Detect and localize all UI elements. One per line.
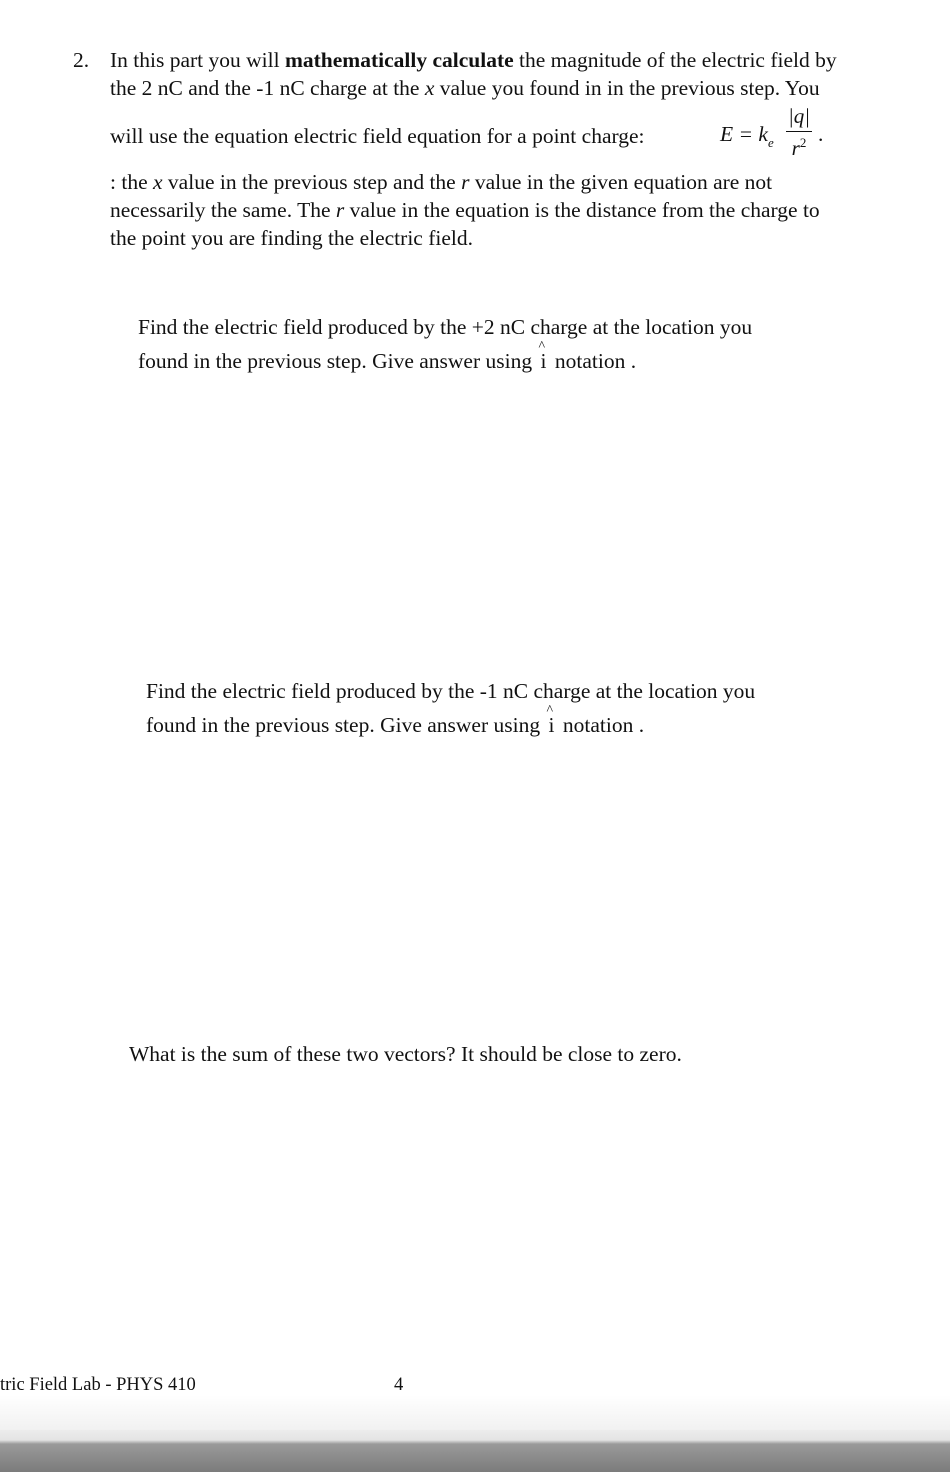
- question-line-5-b: value in the equation is the distance from the charge to: [344, 198, 820, 222]
- question-line-1-pre: In this part you will: [110, 48, 285, 72]
- formula-denominator: [784, 131, 814, 160]
- question-line-2-b: value you found in in the previous step. You: [434, 76, 820, 100]
- footer-course-title: tric Field Lab - PHYS 410: [0, 1375, 196, 1395]
- footer-page-number: 4: [394, 1375, 404, 1395]
- variable-r: r: [335, 198, 345, 222]
- question-line-2: [110, 74, 820, 102]
- question-line-6: the point you are finding the electric field.: [110, 226, 473, 250]
- prompt-negative-line-2-b: notation .: [562, 713, 645, 737]
- question-line-1-post: the magnitude of the electric field by: [513, 48, 837, 72]
- question-line-2-a: the 2 nC and the -1 nC charge at the: [110, 76, 425, 100]
- question-line-4-c: value in the given equation are not: [469, 170, 773, 194]
- question-line-3: will use the equation electric field equation for a point charge:: [110, 124, 645, 148]
- formula-period: .: [818, 122, 824, 146]
- question-line-4-a: : the: [110, 170, 153, 194]
- prompt-positive-charge: [138, 310, 752, 378]
- unit-vector-i-hat: ^ i: [537, 344, 549, 378]
- viewer-bottom-edge: [0, 1430, 950, 1472]
- prompt-positive-line-2: [138, 344, 752, 378]
- unit-vector-i-hat: ^ i: [545, 708, 557, 742]
- question-number: 2.: [73, 48, 90, 72]
- question-line-1-bold: mathematically calculate: [284, 48, 514, 72]
- prompt-negative-line-2-a: found in the previous step. Give answer using: [146, 713, 541, 737]
- question-line-4-b: value in the previous step and the: [162, 170, 462, 194]
- question-line-5: [110, 196, 820, 224]
- prompt-negative-line-1: Find the electric field produced by the -1 nC charge at the location you: [146, 679, 756, 703]
- formula-numerator: |q|: [787, 104, 811, 128]
- prompt-positive-line-2-b: notation .: [554, 349, 637, 373]
- electric-field-formula: [720, 104, 830, 164]
- variable-x: x: [153, 170, 163, 194]
- variable-x: x: [424, 76, 435, 100]
- page-bottom-fade: [0, 1395, 950, 1430]
- question-line-1: [110, 46, 837, 74]
- formula-subscript: e: [767, 135, 774, 150]
- prompt-vector-sum: What is the sum of these two vectors? It should be close to zero.: [129, 1042, 682, 1066]
- formula-exponent: 2: [799, 135, 807, 150]
- prompt-negative-charge: [146, 674, 755, 742]
- prompt-positive-line-2-a: found in the previous step. Give answer using: [138, 349, 533, 373]
- formula-lhs-text: E = k: [720, 122, 768, 146]
- prompt-positive-line-1: Find the electric field produced by the +2 nC charge at the location you: [138, 315, 753, 339]
- formula-lhs: [720, 122, 774, 150]
- variable-r: r: [461, 170, 470, 194]
- prompt-negative-line-2: [146, 708, 755, 742]
- question-line-4: [110, 168, 772, 196]
- formula-denominator-base: r: [791, 136, 800, 160]
- question-line-5-a: necessarily the same. The: [110, 198, 336, 222]
